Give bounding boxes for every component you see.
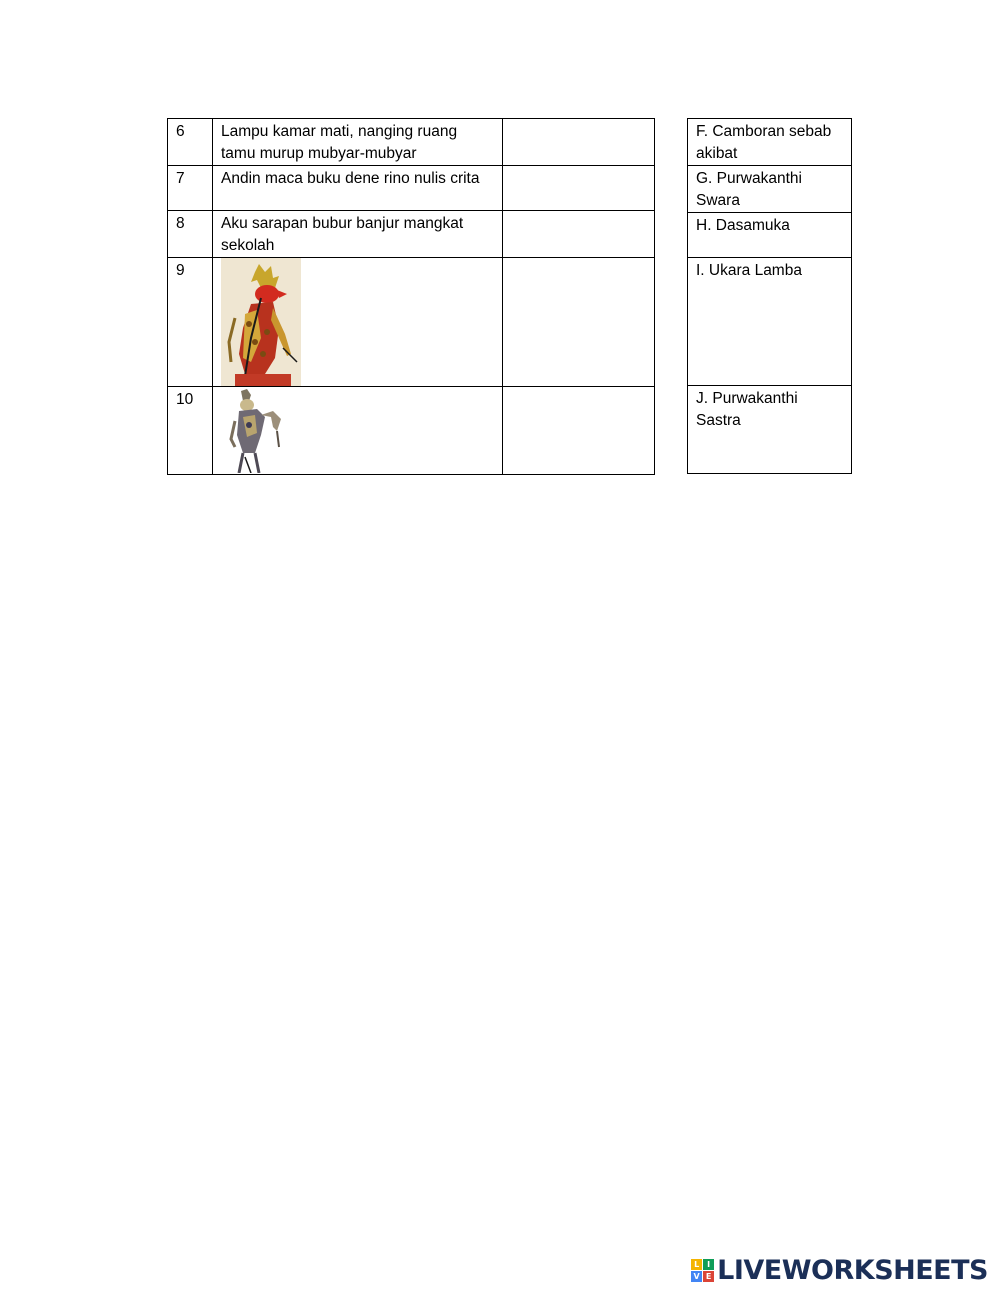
live-badge-icon xyxy=(691,1259,714,1282)
liveworksheets-logo xyxy=(691,1255,988,1286)
table-row xyxy=(168,166,655,211)
table-row xyxy=(688,386,852,474)
question-number: 6 xyxy=(168,119,213,166)
question-text: Lampu kamar mati, nanging ruang tamu murup mubyar-mubyar xyxy=(213,119,503,166)
badge-letter-l: L xyxy=(691,1259,702,1270)
answer-box[interactable] xyxy=(503,258,655,387)
options-table xyxy=(687,118,852,474)
question-number: 7 xyxy=(168,166,213,211)
question-number: 8 xyxy=(168,211,213,258)
table-row xyxy=(688,119,852,166)
question-number: 9 xyxy=(168,258,213,387)
answer-box[interactable] xyxy=(503,387,655,475)
questions-table xyxy=(167,118,655,475)
option-item[interactable]: I. Ukara Lamba xyxy=(688,258,852,386)
table-row xyxy=(688,166,852,213)
option-item[interactable]: H. Dasamuka xyxy=(688,213,852,258)
table-row xyxy=(688,213,852,258)
wayang-knight-image xyxy=(221,387,301,473)
brand-name: LIVEWORKSHEETS xyxy=(717,1255,988,1286)
wayang-dasamuka-image xyxy=(221,258,301,386)
badge-letter-v: V xyxy=(691,1271,702,1282)
option-item[interactable]: G. Purwakanthi Swara xyxy=(688,166,852,213)
table-row xyxy=(688,258,852,386)
table-row xyxy=(168,119,655,166)
answer-box[interactable] xyxy=(503,166,655,211)
badge-letter-i: I xyxy=(703,1259,714,1270)
option-item[interactable]: F. Camboran sebab akibat xyxy=(688,119,852,166)
question-number: 10 xyxy=(168,387,213,475)
question-text: Aku sarapan bubur banjur mangkat sekolah xyxy=(213,211,503,258)
question-image-cell xyxy=(213,258,503,387)
option-item[interactable]: J. Purwakanthi Sastra xyxy=(688,386,852,474)
question-image-cell xyxy=(213,387,503,475)
answer-box[interactable] xyxy=(503,119,655,166)
answer-box[interactable] xyxy=(503,211,655,258)
table-row xyxy=(168,387,655,475)
table-row xyxy=(168,211,655,258)
badge-letter-e: E xyxy=(703,1271,714,1282)
table-row xyxy=(168,258,655,387)
question-text: Andin maca buku dene rino nulis crita xyxy=(213,166,503,211)
